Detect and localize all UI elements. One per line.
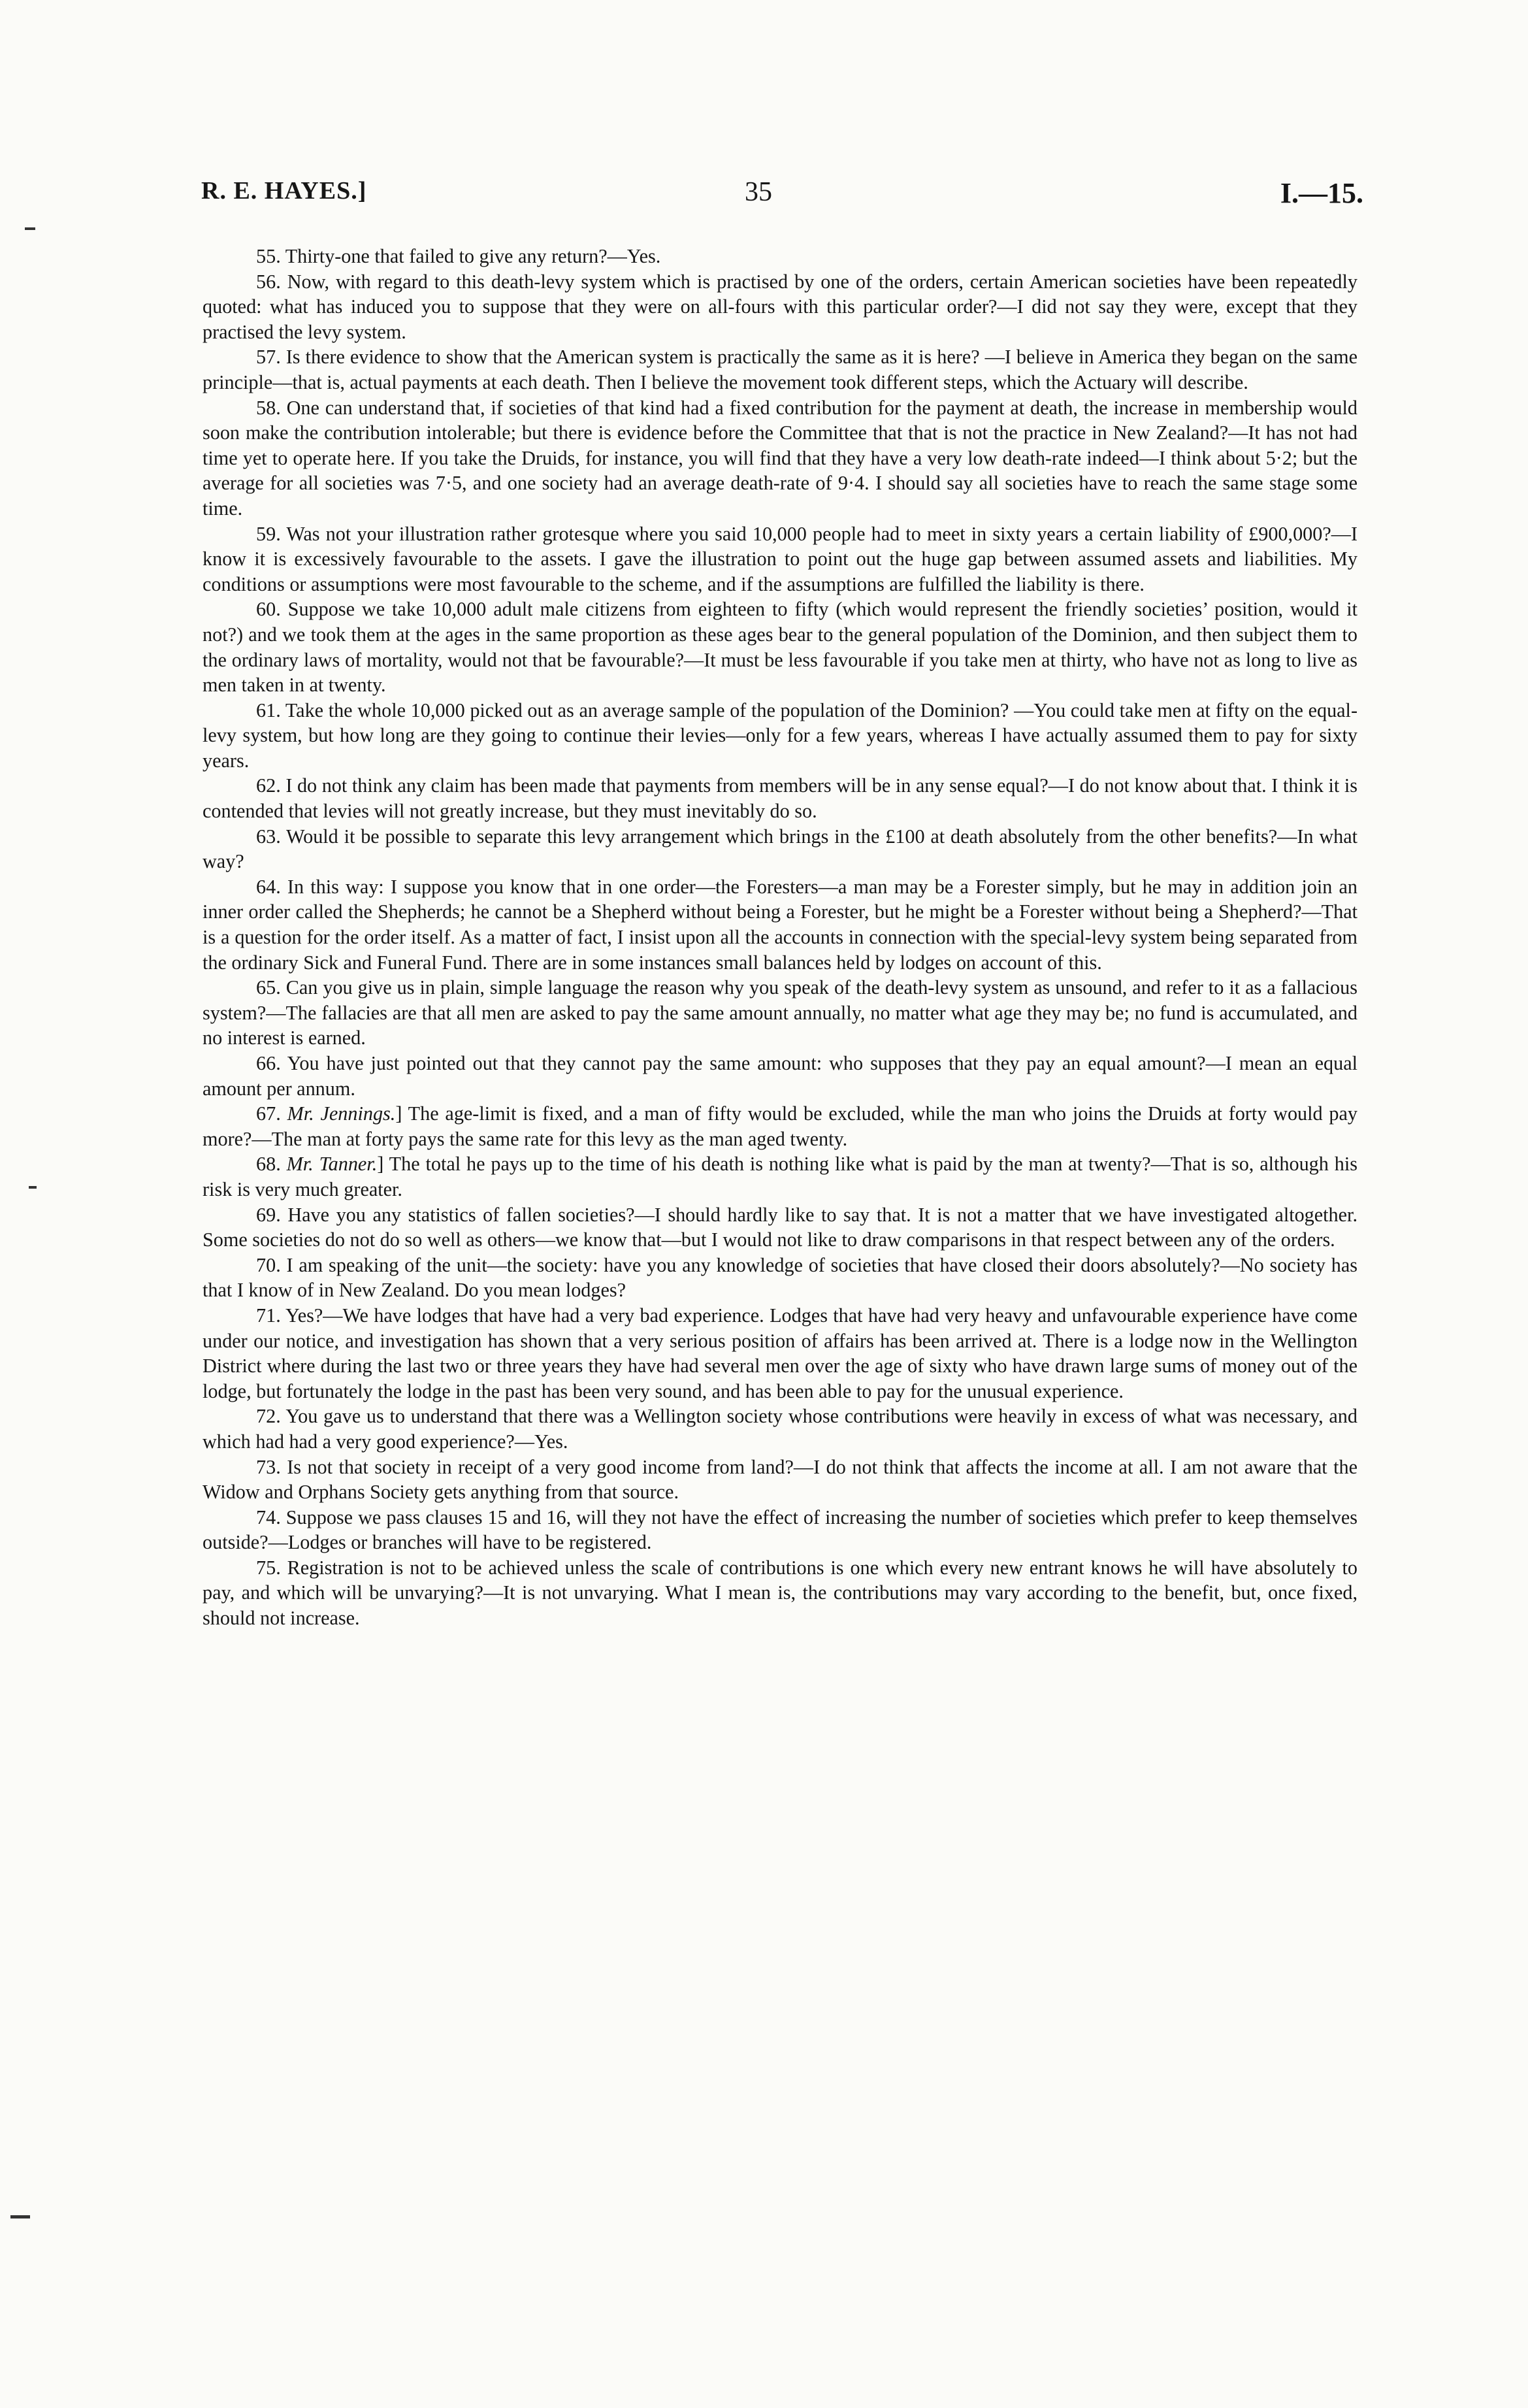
paragraph-72: 72. You gave us to understand that there was a Wellington society whose contributions were heavily in excess of what was necessary, and which had had a very good experience?—Yes. (203, 1405, 1357, 1453)
paragraph-70: 70. I am speaking of the unit—the society: have you any knowledge of societies that have closed their doors absolutely?—No society has that I know of in New Zealand. Do you mean lodges? (203, 1253, 1357, 1302)
paragraph-75: 75. Registration is not to be achieved unless the scale of contributions is one which every new entrant knows he will have absolutely to pay, and which will be unvarying?—It is not unvarying. What I mean is, the contributions may vary according to the benefit, but, once fixed, should not increase. (203, 1556, 1357, 1630)
paragraph-65: 65. Can you give us in plain, simple language the reason why you speak of the death-levy system as unsound, and refer to it as a fallacious system?—The fallacies are that all men are asked to pay the same amount annually, no matter what age they may be; no fund is accumulated, and no interest is earned. (203, 976, 1357, 1049)
paragraph-56: 56. Now, with regard to this death-levy system which is practised by one of the orders, certain American societies have been repeatedly quoted: what has induced you to suppose that they were on all-fours with this particular order?—I did not say they were, except that they practised the levy system. (203, 270, 1357, 343)
paragraph-62: 62. I do not think any claim has been made that payments from members will be in any sense equal?—I do not know about that. I think it is contended that levies will not greatly increase, but they must inevitably do so. (203, 774, 1357, 823)
paragraph-57: 57. Is there evidence to show that the American system is practically the same as it is here? —I believe in America they began on the same principle—that is, actual payments at each death. Then I believe the movement took different steps, which the Actuary will describe. (203, 346, 1357, 393)
paragraph-66: 66. You have just pointed out that they cannot pay the same amount: who supposes that they pay an equal amount?—I mean an equal amount per annum. (203, 1052, 1357, 1100)
paragraph-63: 63. Would it be possible to separate this levy arrangement which brings in the £100 at death absolutely from the other benefits?—In what way? (203, 825, 1357, 873)
paragraph-69: 69. Have you any statistics of fallen societies?—I should hardly like to say that. It is not a matter that we have investigated altogether. Some societies do not do so well as others—we know that—but I would not like to draw comparisons in that respect between any of the orders. (203, 1203, 1357, 1251)
paragraph-67 (203, 1101, 1357, 1151)
margin-mark (25, 227, 35, 230)
margin-mark (29, 1186, 37, 1189)
paragraph-73: 73. Is not that society in receipt of a very good income from land?—I do not think that affects the income at all. I am not aware that the Widow and Orphans Society gets anything from that source. (203, 1455, 1357, 1504)
testimony-body (203, 244, 1357, 1631)
paragraph-text: ] The age-limit is fixed, and a man of fifty would be excluded, while the man who joins the Druids at forty would pay more?—The man at forty pays the same rate for this levy as the man aged twenty. (203, 1102, 1358, 1150)
paragraph-64: 64. In this way: I suppose you know that in one order—the Foresters—a man may be a Forester simply, but he may in addition join an inner order called the Shepherds; he cannot be a Shepherd without being a Forester, but he might be a Forester without being a Shepherd?—That is a question for the order itself. As a matter of fact, I insist upon all the accounts in connection with the special-levy system being separated from the ordinary Sick and Funeral Fund. There are in some instances small balances held by lodges on account of this. (203, 875, 1357, 974)
paragraph-number: 68. (256, 1153, 287, 1176)
speaker-name: Mr. Tanner. (286, 1153, 378, 1176)
paragraph-59: 59. Was not your illustration rather grotesque where you said 10,000 people had to meet in sixty years a certain liability of £900,000?—I know it is excessively favourable to the assets. I gave the illustration to point out the huge gap between assumed assets and liabilities. My conditions or assumptions were most favourable to the scheme, and if the assumptions are fulfilled the liability is there. (203, 522, 1357, 595)
paragraph-71: 71. Yes?—We have lodges that have had a very bad experience. Lodges that have had very heavy and unfavourable experience have come under our notice, and investigation has shown that a very serious position of affairs has been arrived at. There is a lodge now in the Wellington District where during the last two or three years they have had several men over the age of sixty who have drawn large sums of money out of the lodge, but fortunately the lodge in the past has been very sound, and has been able to pay for the unusual experience. (203, 1304, 1357, 1402)
paragraph-text: ] The total he pays up to the time of his death is nothing like what is paid by the man at twenty?—That is so, although his risk is very much greater. (203, 1153, 1357, 1200)
paragraph-number: 67. (256, 1102, 287, 1125)
paragraph-74: 74. Suppose we pass clauses 15 and 16, will they not have the effect of increasing the number of societies which prefer to keep themselves outside?—Lodges or branches will have to be registered. (203, 1506, 1357, 1554)
paragraph-68 (203, 1151, 1357, 1202)
document-reference: I.—15. (1280, 177, 1363, 209)
header-witness-name: R. E. HAYES.] (201, 177, 367, 205)
paragraph-60: 60. Suppose we take 10,000 adult male citizens from eighteen to fifty (which would represent the friendly societies’ position, would it not?) and we took them at the ages in the same proportion as these ages bear to the general population of the Dominion, and then subject them to the ordinary laws of mortality, would not that be favourable?—It must be less favourable if you take men at thirty, who have not as long to live as men taken in at twenty. (203, 598, 1357, 697)
paragraph-55: 55. Thirty-one that failed to give any return?—Yes. (256, 245, 661, 267)
paragraph-61: 61. Take the whole 10,000 picked out as an average sample of the population of the Dominion? —You could take men at fifty on the equal-levy system, but how long are they going to continue their levies—only for a few years, whereas I have actually assumed them to pay for sixty years. (203, 699, 1357, 772)
page-number: 35 (745, 177, 772, 207)
speaker-name: Mr. Jennings. (287, 1102, 396, 1125)
paragraph-58: 58. One can understand that, if societies of that kind had a fixed contribution for the payment at death, the increase in membership would soon make the contribution intolerable; but there is evidence before the Committee that that is not the practice in New Zealand?—It has not had time yet to operate here. If you take the Druids, for instance, you will find that they have a very low death-rate indeed—I think about 5·2; but the average for all societies was 7·5, and one society had an average death-rate of 9·4. I should say all societies have to reach the same stage some time. (203, 396, 1357, 520)
margin-mark (10, 2215, 30, 2218)
